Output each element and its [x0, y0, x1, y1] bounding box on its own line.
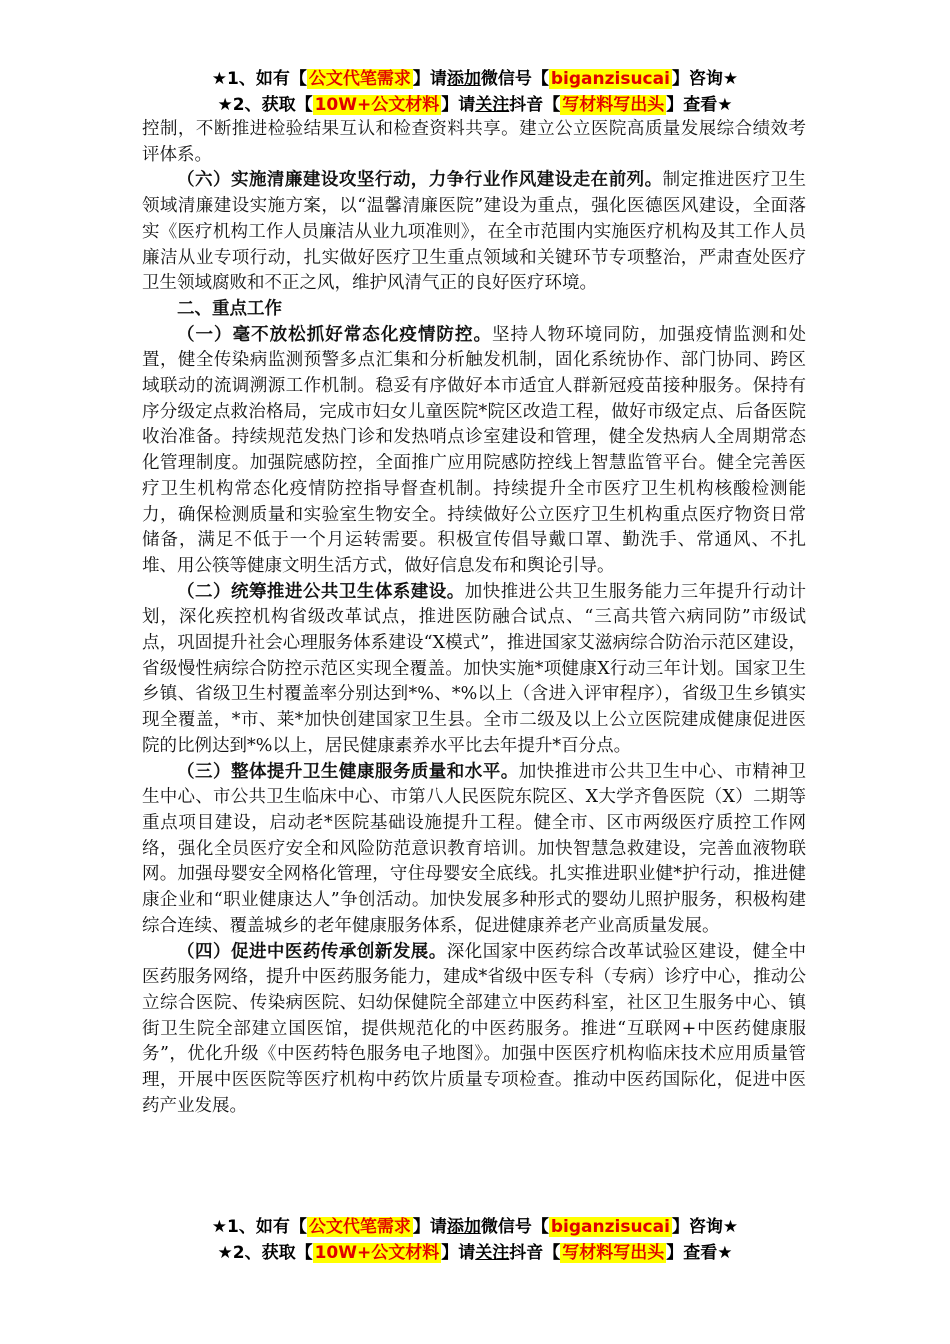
banner-text: 抖音【: [509, 95, 561, 115]
paragraph: [142, 940, 806, 1120]
banner-highlight: 写材料写出头: [562, 95, 665, 115]
paragraph-heading: （三）整体提升卫生健康服务质量和水平。: [177, 761, 519, 782]
banner-text: 】请: [412, 1217, 447, 1237]
banner-line-1: [0, 66, 950, 92]
banner-text: 】查看★: [666, 1243, 733, 1263]
paragraph-text: 坚持人物环境同防，加强疫情监测和处置，健全传染病监测预警多点汇集和分析触发机制，固化系统协作、部门协同、跨区域联动的流调溯源工作机制。稳妥有序做好本市适宜人群新冠疫苗接种服务。保持有序分级定点救治格局，完成市妇女儿童医院*院区改造工程，做好市级定点、后备医院收治准备。持续规范发热门诊和发热哨点诊室建设和管理，健全发热病人全周期常态化管理制度。加强院感防控，全面推广应用院感防控线上智慧监管平台。健全完善医疗卫生机构常态化疫情防控指导督查机制。持续提升全市医疗卫生机构核酸检测能力，确保检测质量和实验室生物安全。持续做好公立医疗卫生机构重点医疗物资日常储备，满足不低于一个月运转需要。积极宣传倡导戴口罩、勤洗手、常通风、不扎堆、用公筷等健康文明生活方式，做好信息发布和舆论引导。: [142, 324, 806, 576]
banner-text: 】请: [441, 95, 476, 115]
banner-highlight: 写材料写出头: [562, 1243, 665, 1263]
paragraph-text: 深化国家中医药综合改革试验区建设，健全中医药服务网络，提升中医药服务能力，建成*省级中医专科（专病）诊疗中心，推动公立综合医院、传染病医院、妇幼保健院全部建立中医药科室，社区卫生服务中心、镇街卫生院全部建立国医馆，提供规范化的中医药服务。推进“互联网+中医药健康服务”，优化升级《中医药特色服务电子地图》。加强中医医疗机构临床技术应用质量管理，开展中医医院等医疗机构中药饮片质量专项检查。推动中医药国际化，促进中医药产业发展。: [142, 941, 807, 1116]
banner-text: ★2、获取【: [217, 95, 313, 115]
banner-underline: 关注: [475, 95, 510, 115]
paragraph-heading: （六）实施清廉建设攻坚行动，力争行业作风建设走在前列。: [177, 170, 663, 191]
banner-highlight: 公文代笔需求: [308, 69, 411, 89]
banner-line-2: [0, 92, 950, 118]
banner-highlight: 公文代笔需求: [308, 1217, 411, 1237]
top-banner: [0, 66, 950, 118]
banner-text: 】查看★: [666, 95, 733, 115]
paragraph-heading: （一）毫不放松抓好常态化疫情防控。: [177, 324, 493, 345]
paragraph-text: 加快推进市公共卫生中心、市精神卫生中心、市公共卫生临床中心、市第八人民医院东院区、X大学齐鲁医院（X）二期等重点项目建设，启动老*医院基础设施提升工程。健全市、区市两级医疗质控工作网络，强化全员医疗安全和风险防范意识教育培训。加快智慧急救建设，完善血液物联网。加强母婴安全网格化管理，守住母婴安全底线。扎实推进职业健*护行动，推进健康企业和“职业健康达人”争创活动。加快发展多种形式的婴幼儿照护服务，积极构建综合连续、覆盖城乡的老年健康服务体系，促进健康养老产业高质量发展。: [142, 761, 807, 936]
banner-underline: 添加: [446, 69, 481, 89]
banner-text: ★1、如有【: [211, 69, 307, 89]
banner-highlight: 10W+公文材料: [314, 1243, 440, 1263]
banner-text: 微信号【: [480, 69, 549, 89]
banner-highlight: 10W+公文材料: [314, 95, 440, 115]
paragraph-heading: （二）统筹推进公共卫生体系建设。: [177, 581, 465, 602]
banner-text: 】咨询★: [671, 1217, 739, 1237]
bottom-banner: [0, 1214, 950, 1266]
banner-highlight: biganzisucai: [550, 1217, 670, 1237]
paragraph: [142, 117, 806, 168]
banner-line-2: [0, 1240, 950, 1266]
banner-text: 】请: [412, 69, 447, 89]
paragraph: [142, 168, 806, 297]
document-body: [142, 117, 806, 1119]
banner-highlight: biganzisucai: [550, 69, 670, 89]
banner-text: 微信号【: [480, 1217, 549, 1237]
banner-text: ★2、获取【: [217, 1243, 313, 1263]
section-heading-text: 二、重点工作: [177, 298, 282, 319]
paragraph-text: 加快推进公共卫生服务能力三年提升行动计划，深化疾控机构省级改革试点，推进医防融合试点、“三高共管六病同防”市级试点，巩固提升社会心理服务体系建设“X模式”，推进国家艾滋病综合防治示范区建设，省级慢性病综合防控示范区实现全覆盖。加快实施*项健康X行动三年计划。国家卫生乡镇、省级卫生村覆盖率分别达到*%、*%以上（含进入评审程序），省级卫生乡镇实现全覆盖，*市、莱*加快创建国家卫生县。全市二级及以上公立医院建成健康促进医院的比例达到*%以上，居民健康素养水平比去年提升*百分点。: [142, 581, 806, 756]
banner-text: ★1、如有【: [211, 1217, 307, 1237]
banner-underline: 添加: [446, 1217, 481, 1237]
paragraph-heading: （四）促进中医药传承创新发展。: [177, 941, 447, 962]
section-heading: [142, 297, 806, 323]
banner-text: 】咨询★: [671, 69, 739, 89]
banner-text: 】请: [441, 1243, 476, 1263]
banner-line-1: [0, 1214, 950, 1240]
paragraph: [142, 580, 806, 760]
banner-text: 抖音【: [509, 1243, 561, 1263]
paragraph: [142, 760, 806, 940]
banner-underline: 关注: [475, 1243, 510, 1263]
paragraph-text: 控制，不断推进检验结果互认和检查资料共享。建立公立医院高质量发展综合绩效考评体系。: [142, 119, 806, 165]
paragraph-text: 制定推进医疗卫生领域清廉建设实施方案，以“温馨清廉医院”建设为重点，强化医德医风建设，全面落实《医疗机构工作人员廉洁从业九项准则》，在全市范围内实施医疗机构及其工作人员廉洁从业专项行动，扎实做好医疗卫生重点领域和关键环节专项整治，严肃查处医疗卫生领域腐败和不正之风，维护风清气正的良好医疗环境。: [142, 170, 807, 294]
paragraph: [142, 323, 806, 580]
